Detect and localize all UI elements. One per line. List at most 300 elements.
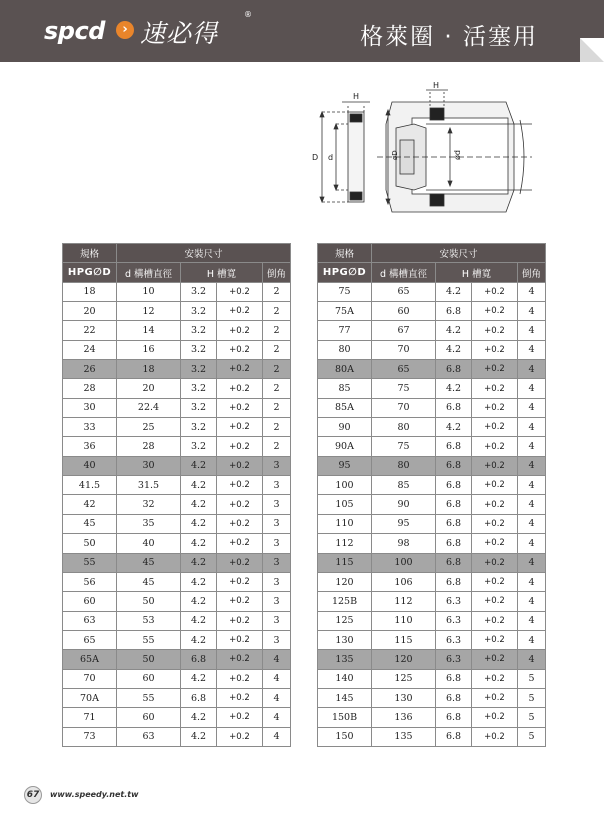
group-header-install: 安裝尺寸 <box>117 244 291 263</box>
h-cell: 4.2 <box>181 611 217 630</box>
table-row <box>63 514 291 533</box>
h-cell: 4.2 <box>436 418 472 437</box>
group-header-install: 安裝尺寸 <box>372 244 546 263</box>
header-bar <box>0 0 604 62</box>
h-cell: 4.2 <box>436 340 472 359</box>
table-row <box>318 476 546 495</box>
d-cell: 60 <box>372 302 436 321</box>
table-row <box>63 708 291 727</box>
d-cell: 60 <box>117 669 181 688</box>
brand-arrow-icon: › <box>116 21 134 39</box>
code-cell: 24 <box>63 340 117 359</box>
d-cell: 110 <box>372 611 436 630</box>
h-cell: 4.2 <box>436 321 472 340</box>
d-cell: 125 <box>372 669 436 688</box>
brand-logo: spcd <box>44 17 105 45</box>
chamfer-cell: 4 <box>263 650 291 669</box>
h-cell: 3.2 <box>181 282 217 301</box>
column-header-d: d 構槽直徑 <box>117 263 181 282</box>
chamfer-cell: 3 <box>263 572 291 591</box>
tolerance-cell: +0.2 <box>217 398 263 417</box>
table-row <box>318 708 546 727</box>
code-cell: 125 <box>318 611 372 630</box>
h-cell: 6.8 <box>436 302 472 321</box>
h-cell: 3.2 <box>181 398 217 417</box>
table-row <box>318 650 546 669</box>
column-header-row <box>318 263 546 282</box>
d-cell: 35 <box>117 514 181 533</box>
h-cell: 6.8 <box>181 650 217 669</box>
tolerance-cell: +0.2 <box>217 572 263 591</box>
h-cell: 6.8 <box>436 495 472 514</box>
column-header-chamfer: 倒角 <box>518 263 546 282</box>
h-cell: 6.8 <box>436 572 472 591</box>
chamfer-cell: 4 <box>518 611 546 630</box>
d-cell: 30 <box>117 456 181 475</box>
d-cell: 45 <box>117 572 181 591</box>
chamfer-cell: 3 <box>263 495 291 514</box>
h-dimension-label-right: H <box>433 81 440 90</box>
tolerance-cell: +0.2 <box>217 379 263 398</box>
chamfer-cell: 3 <box>263 456 291 475</box>
chamfer-cell: 2 <box>263 360 291 379</box>
h-cell: 6.8 <box>436 514 472 533</box>
tolerance-cell: +0.2 <box>217 495 263 514</box>
tolerance-cell: +0.2 <box>217 592 263 611</box>
d-cell: 28 <box>117 437 181 456</box>
chamfer-cell: 3 <box>263 534 291 553</box>
tolerance-cell: +0.2 <box>217 282 263 301</box>
table-row <box>63 398 291 417</box>
d-cell: 98 <box>372 534 436 553</box>
table-row <box>63 630 291 649</box>
code-cell: 36 <box>63 437 117 456</box>
h-cell: 4.2 <box>181 495 217 514</box>
h-cell: 3.2 <box>181 321 217 340</box>
tolerance-cell: +0.2 <box>472 282 518 301</box>
d-cell: 50 <box>117 592 181 611</box>
table-row <box>63 572 291 591</box>
tolerance-cell: +0.2 <box>217 514 263 533</box>
h-cell: 6.8 <box>436 360 472 379</box>
h-cell: 6.8 <box>436 708 472 727</box>
tolerance-cell: +0.2 <box>217 534 263 553</box>
code-cell: 50 <box>63 534 117 553</box>
table-row <box>63 321 291 340</box>
tolerance-cell: +0.2 <box>217 456 263 475</box>
tolerance-cell: +0.2 <box>472 572 518 591</box>
tolerance-cell: +0.2 <box>217 611 263 630</box>
code-cell: 71 <box>63 708 117 727</box>
tolerance-cell: +0.2 <box>217 437 263 456</box>
chamfer-cell: 2 <box>263 398 291 417</box>
d-cell: 14 <box>117 321 181 340</box>
tolerance-cell: +0.2 <box>472 302 518 321</box>
d-cell: 100 <box>372 553 436 572</box>
d-cell: 31.5 <box>117 476 181 495</box>
code-cell: 140 <box>318 669 372 688</box>
d-cell: 115 <box>372 630 436 649</box>
tolerance-cell: +0.2 <box>472 534 518 553</box>
h-cell: 4.2 <box>181 669 217 688</box>
table-row <box>318 282 546 301</box>
code-cell: 110 <box>318 514 372 533</box>
tolerance-cell: +0.2 <box>472 321 518 340</box>
code-cell: 85A <box>318 398 372 417</box>
code-cell: 120 <box>318 572 372 591</box>
h-cell: 4.2 <box>181 708 217 727</box>
code-cell: 75 <box>318 282 372 301</box>
code-cell: 145 <box>318 688 372 707</box>
table-row <box>63 650 291 669</box>
h-cell: 3.2 <box>181 302 217 321</box>
table-row <box>318 360 546 379</box>
od-label: øD <box>391 150 399 160</box>
table-row <box>63 437 291 456</box>
code-cell: 26 <box>63 360 117 379</box>
piston-seal-diagram <box>292 80 532 220</box>
code-cell: 73 <box>63 727 117 746</box>
chamfer-cell: 3 <box>263 553 291 572</box>
tolerance-cell: +0.2 <box>217 708 263 727</box>
tolerance-cell: +0.2 <box>217 553 263 572</box>
h-cell: 6.8 <box>436 456 472 475</box>
tolerance-cell: +0.2 <box>472 418 518 437</box>
code-cell: 18 <box>63 282 117 301</box>
chamfer-cell: 2 <box>263 379 291 398</box>
d-cell: 53 <box>117 611 181 630</box>
chamfer-cell: 4 <box>518 302 546 321</box>
tolerance-cell: +0.2 <box>472 495 518 514</box>
h-cell: 4.2 <box>181 630 217 649</box>
chamfer-cell: 4 <box>518 360 546 379</box>
column-header-code: HPG∅D <box>63 263 117 282</box>
table-row <box>318 418 546 437</box>
tolerance-cell: +0.2 <box>472 437 518 456</box>
page-title: 格萊圈 · 活塞用 <box>360 24 538 50</box>
code-cell: 85 <box>318 379 372 398</box>
chamfer-cell: 4 <box>518 340 546 359</box>
code-cell: 115 <box>318 553 372 572</box>
table-row <box>318 553 546 572</box>
table-row <box>63 340 291 359</box>
code-cell: 65 <box>63 630 117 649</box>
tolerance-cell: +0.2 <box>217 476 263 495</box>
code-cell: 150 <box>318 727 372 746</box>
table-row <box>318 669 546 688</box>
h-cell: 6.3 <box>436 592 472 611</box>
d-cell: 70 <box>372 340 436 359</box>
table-row <box>63 418 291 437</box>
code-cell: 150B <box>318 708 372 727</box>
group-header-row <box>318 244 546 263</box>
code-cell: 135 <box>318 650 372 669</box>
d-cell: 90 <box>372 495 436 514</box>
h-cell: 6.8 <box>436 398 472 417</box>
table-row <box>318 514 546 533</box>
tolerance-cell: +0.2 <box>217 321 263 340</box>
column-header-h: H 槽寬 <box>436 263 518 282</box>
d-cell: 112 <box>372 592 436 611</box>
d-cell: 80 <box>372 418 436 437</box>
table-row <box>318 302 546 321</box>
table-row <box>63 379 291 398</box>
tolerance-cell: +0.2 <box>217 360 263 379</box>
chamfer-cell: 2 <box>263 321 291 340</box>
h-cell: 6.3 <box>436 630 472 649</box>
h-cell: 3.2 <box>181 418 217 437</box>
d-cell: 135 <box>372 727 436 746</box>
column-header-d: d 構槽直徑 <box>372 263 436 282</box>
tolerance-cell: +0.2 <box>472 514 518 533</box>
chamfer-cell: 4 <box>518 572 546 591</box>
d-cell: 95 <box>372 514 436 533</box>
tolerance-cell: +0.2 <box>217 418 263 437</box>
code-cell: 100 <box>318 476 372 495</box>
h-cell: 6.8 <box>181 688 217 707</box>
table-row <box>63 553 291 572</box>
code-cell: 90A <box>318 437 372 456</box>
column-header-code: HPG∅D <box>318 263 372 282</box>
d-cell: 22.4 <box>117 398 181 417</box>
d-cell: 65 <box>372 282 436 301</box>
d-cell: 130 <box>372 688 436 707</box>
spec-table-right <box>317 243 546 747</box>
code-cell: 28 <box>63 379 117 398</box>
code-cell: 112 <box>318 534 372 553</box>
tolerance-cell: +0.2 <box>472 360 518 379</box>
code-cell: 56 <box>63 572 117 591</box>
chamfer-cell: 4 <box>263 669 291 688</box>
code-cell: 60 <box>63 592 117 611</box>
tolerance-cell: +0.2 <box>472 688 518 707</box>
chamfer-cell: 3 <box>263 592 291 611</box>
table-row <box>318 727 546 746</box>
table-row <box>318 379 546 398</box>
chamfer-cell: 2 <box>263 340 291 359</box>
chamfer-cell: 4 <box>518 553 546 572</box>
tolerance-cell: +0.2 <box>472 379 518 398</box>
code-cell: 90 <box>318 418 372 437</box>
code-cell: 125B <box>318 592 372 611</box>
table-row <box>63 669 291 688</box>
tolerance-cell: +0.2 <box>472 669 518 688</box>
tolerance-cell: +0.2 <box>472 553 518 572</box>
tolerance-cell: +0.2 <box>217 630 263 649</box>
chamfer-cell: 4 <box>518 282 546 301</box>
h-cell: 3.2 <box>181 379 217 398</box>
code-cell: 130 <box>318 630 372 649</box>
d-cell: 12 <box>117 302 181 321</box>
chamfer-cell: 4 <box>518 650 546 669</box>
table-row <box>318 630 546 649</box>
chamfer-cell: 3 <box>263 611 291 630</box>
tolerance-cell: +0.2 <box>472 650 518 669</box>
id-label: ød <box>453 150 462 160</box>
table-row <box>63 282 291 301</box>
table-row <box>63 476 291 495</box>
code-cell: 42 <box>63 495 117 514</box>
chamfer-cell: 2 <box>263 302 291 321</box>
d-cell: 136 <box>372 708 436 727</box>
tolerance-cell: +0.2 <box>217 727 263 746</box>
code-cell: 20 <box>63 302 117 321</box>
chamfer-cell: 4 <box>518 514 546 533</box>
code-cell: 45 <box>63 514 117 533</box>
code-cell: 30 <box>63 398 117 417</box>
table-row <box>63 727 291 746</box>
d-cell: 63 <box>117 727 181 746</box>
h-cell: 6.3 <box>436 611 472 630</box>
chamfer-cell: 5 <box>518 727 546 746</box>
h-cell: 4.2 <box>181 456 217 475</box>
column-header-row <box>63 263 291 282</box>
code-cell: 70A <box>63 688 117 707</box>
chamfer-cell: 2 <box>263 418 291 437</box>
tolerance-cell: +0.2 <box>217 340 263 359</box>
h-cell: 4.2 <box>436 379 472 398</box>
h-cell: 4.2 <box>181 727 217 746</box>
tolerance-cell: +0.2 <box>217 688 263 707</box>
chamfer-cell: 3 <box>263 514 291 533</box>
tolerance-cell: +0.2 <box>472 456 518 475</box>
d-cell: 40 <box>117 534 181 553</box>
code-cell: 22 <box>63 321 117 340</box>
table-row <box>63 611 291 630</box>
chamfer-cell: 4 <box>518 476 546 495</box>
d-cell: 55 <box>117 630 181 649</box>
h-cell: 3.2 <box>181 437 217 456</box>
table-row <box>318 688 546 707</box>
group-header-spec: 規格 <box>63 244 117 263</box>
code-cell: 70 <box>63 669 117 688</box>
tolerance-cell: +0.2 <box>472 727 518 746</box>
table-row <box>63 360 291 379</box>
code-cell: 33 <box>63 418 117 437</box>
table-row <box>63 456 291 475</box>
tolerance-cell: +0.2 <box>472 340 518 359</box>
tolerance-cell: +0.2 <box>472 630 518 649</box>
page-number-badge: 67 <box>24 786 42 804</box>
table-row <box>318 398 546 417</box>
table-row <box>318 340 546 359</box>
d-cell: 75 <box>372 437 436 456</box>
d-cell: 85 <box>372 476 436 495</box>
h-cell: 4.2 <box>181 592 217 611</box>
chamfer-cell: 4 <box>518 398 546 417</box>
d-cell: 120 <box>372 650 436 669</box>
website-url[interactable]: www.speedy.net.tw <box>50 790 139 799</box>
table-row <box>318 456 546 475</box>
h-cell: 6.3 <box>436 650 472 669</box>
h-cell: 6.8 <box>436 669 472 688</box>
tolerance-cell: +0.2 <box>217 669 263 688</box>
table-row <box>63 534 291 553</box>
d-cell: 25 <box>117 418 181 437</box>
chamfer-cell: 3 <box>263 630 291 649</box>
d-outer-label: D <box>312 153 319 162</box>
tolerance-cell: +0.2 <box>472 708 518 727</box>
chamfer-cell: 4 <box>263 688 291 707</box>
d-cell: 32 <box>117 495 181 514</box>
h-cell: 4.2 <box>181 476 217 495</box>
d-cell: 55 <box>117 688 181 707</box>
column-header-chamfer: 倒角 <box>263 263 291 282</box>
code-cell: 77 <box>318 321 372 340</box>
table-row <box>63 592 291 611</box>
table-row <box>318 495 546 514</box>
brand-name: 速必得 <box>140 19 219 48</box>
seal-ring-section <box>320 102 370 202</box>
chamfer-cell: 4 <box>518 379 546 398</box>
h-cell: 6.8 <box>436 476 472 495</box>
h-cell: 3.2 <box>181 340 217 359</box>
code-cell: 80 <box>318 340 372 359</box>
chamfer-cell: 2 <box>263 282 291 301</box>
chamfer-cell: 3 <box>263 476 291 495</box>
d-cell: 20 <box>117 379 181 398</box>
table-row <box>318 572 546 591</box>
chamfer-cell: 5 <box>518 708 546 727</box>
d-cell: 16 <box>117 340 181 359</box>
chamfer-cell: 4 <box>518 418 546 437</box>
d-cell: 80 <box>372 456 436 475</box>
chamfer-cell: 4 <box>518 495 546 514</box>
d-cell: 75 <box>372 379 436 398</box>
chamfer-cell: 2 <box>263 437 291 456</box>
table-row <box>63 688 291 707</box>
chamfer-cell: 4 <box>518 534 546 553</box>
h-cell: 6.8 <box>436 553 472 572</box>
group-header-spec: 規格 <box>318 244 372 263</box>
d-cell: 70 <box>372 398 436 417</box>
chamfer-cell: 4 <box>518 321 546 340</box>
d-cell: 106 <box>372 572 436 591</box>
table-row <box>63 495 291 514</box>
d-cell: 10 <box>117 282 181 301</box>
code-cell: 80A <box>318 360 372 379</box>
code-cell: 75A <box>318 302 372 321</box>
chamfer-cell: 4 <box>518 437 546 456</box>
code-cell: 65A <box>63 650 117 669</box>
column-header-h: H 槽寬 <box>181 263 263 282</box>
h-cell: 4.2 <box>181 514 217 533</box>
chamfer-cell: 4 <box>518 630 546 649</box>
h-cell: 4.2 <box>181 572 217 591</box>
code-cell: 105 <box>318 495 372 514</box>
table-row <box>318 534 546 553</box>
chamfer-cell: 5 <box>518 669 546 688</box>
tolerance-cell: +0.2 <box>217 302 263 321</box>
chamfer-cell: 5 <box>518 688 546 707</box>
spec-table-left <box>62 243 291 747</box>
chamfer-cell: 4 <box>263 708 291 727</box>
tolerance-cell: +0.2 <box>217 650 263 669</box>
table-row <box>318 437 546 456</box>
tolerance-cell: +0.2 <box>472 592 518 611</box>
d-inner-label: d <box>328 153 334 162</box>
chamfer-cell: 4 <box>518 592 546 611</box>
code-cell: 95 <box>318 456 372 475</box>
code-cell: 41.5 <box>63 476 117 495</box>
tolerance-cell: +0.2 <box>472 611 518 630</box>
h-cell: 6.8 <box>436 688 472 707</box>
h-dimension-label-left: H <box>353 92 360 101</box>
tolerance-cell: +0.2 <box>472 398 518 417</box>
table-row <box>318 592 546 611</box>
h-cell: 3.2 <box>181 360 217 379</box>
d-cell: 18 <box>117 360 181 379</box>
